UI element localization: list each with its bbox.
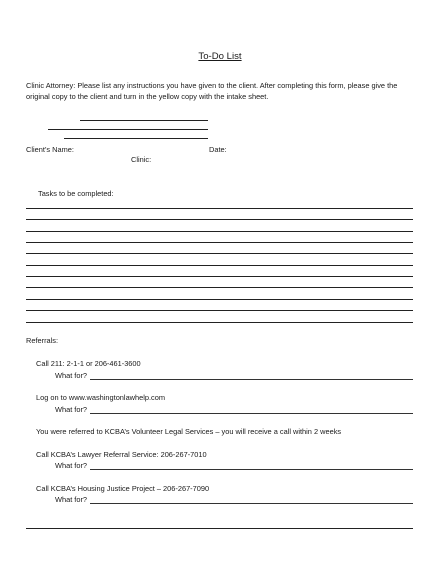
page-title: To-Do List xyxy=(198,51,242,62)
what-for-label: What for? xyxy=(55,461,88,470)
tasks-label: Tasks to be completed: xyxy=(38,189,114,198)
clinic-label: Clinic: xyxy=(131,155,152,164)
bottom-rule xyxy=(26,528,413,529)
header-line-1 xyxy=(80,120,208,121)
task-line[interactable] xyxy=(26,253,413,254)
intro-paragraph: Clinic Attorney: Please list any instructions you have given to the client. After completing this form, please give the original copy to the client and turn in the yellow copy with the intake sheet. xyxy=(26,81,398,101)
referral-item: Call KCBA’s Housing Justice Project – 206-267-7090 xyxy=(36,484,210,493)
what-for-label: What for? xyxy=(55,371,88,380)
what-for-label: What for? xyxy=(55,495,88,504)
what-for-label: What for? xyxy=(55,405,88,414)
what-for-line[interactable] xyxy=(90,413,413,414)
what-for-line[interactable] xyxy=(90,469,413,470)
date-label: Date: xyxy=(209,145,227,154)
referral-item: You were referred to KCBA’s Volunteer Legal Services – you will receive a call within 2 weeks xyxy=(36,427,342,436)
task-line[interactable] xyxy=(26,322,413,323)
task-line[interactable] xyxy=(26,287,413,288)
task-line[interactable] xyxy=(26,208,413,209)
header-line-3 xyxy=(64,138,208,139)
task-line[interactable] xyxy=(26,219,413,220)
task-line[interactable] xyxy=(26,310,413,311)
task-line[interactable] xyxy=(26,265,413,266)
task-line[interactable] xyxy=(26,242,413,243)
referral-item: Call KCBA’s Lawyer Referral Service: 206-267-7010 xyxy=(36,450,207,459)
task-line[interactable] xyxy=(26,276,413,277)
client-name-label: Client’s Name: xyxy=(26,145,74,154)
referrals-label: Referrals: xyxy=(26,336,59,345)
task-line[interactable] xyxy=(26,231,413,232)
what-for-line[interactable] xyxy=(90,503,413,504)
referral-item: Call 211: 2-1-1 or 206-461-3600 xyxy=(36,359,141,368)
header-line-2 xyxy=(48,129,208,130)
referral-item: Log on to www.washingtonlawhelp.com xyxy=(36,393,166,402)
what-for-line[interactable] xyxy=(90,379,413,380)
task-line[interactable] xyxy=(26,299,413,300)
